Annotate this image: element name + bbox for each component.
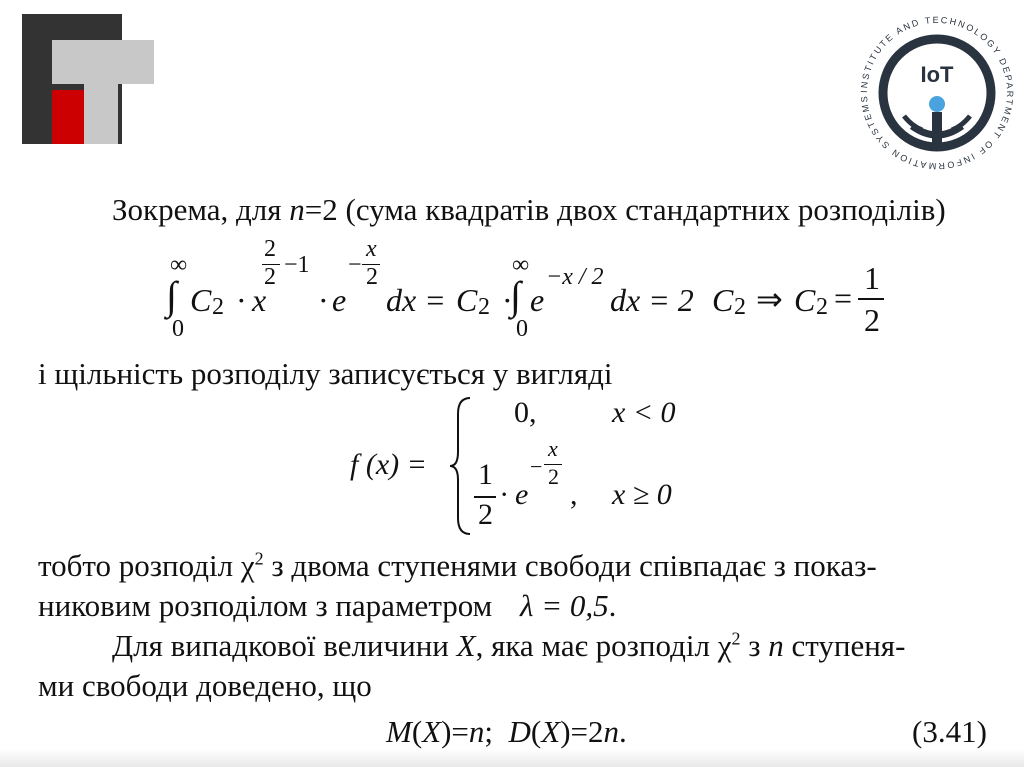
logo-red-block bbox=[52, 90, 84, 144]
formula-integral-c2: ∞ ∫ 0 C 2 · x 2 2 −1 · e − x 2 dx = C 2 · ∞ ∫ 0 e −x / 2 dx = 2 C 2 ⇒ C 2 = 1 2 bbox=[160, 250, 900, 350]
formula-mean-variance: M(X)=n; D(X)=2n. bbox=[386, 714, 627, 749]
text-line-5: Для випадкової величини X, яка має розподіл $\chi^2$ з n ступеня- bbox=[112, 628, 906, 663]
text-line-1: Зокрема, для n=2 (сума квадратів двох стандартних розподілів) bbox=[112, 192, 946, 227]
bottom-shadow bbox=[0, 749, 1024, 767]
text-line-2: і щільність розподілу записується у вигляді bbox=[38, 356, 613, 391]
curly-brace bbox=[450, 396, 474, 536]
frac-bar bbox=[858, 298, 884, 300]
text-line-6: ми свободи доведено, що bbox=[38, 668, 372, 703]
logo-gray-bar bbox=[52, 40, 154, 84]
text-line-3: тобто розподіл $\chi^2$ з двома ступенями свободи співпадає з показ- bbox=[38, 548, 877, 583]
fit-logo bbox=[22, 14, 154, 146]
seal-ring-text: INSTITUTE AND TECHNOLOGY DEPARTMENT OF INFORMATION SYSTEMS bbox=[858, 14, 1016, 172]
iot-seal-graphic bbox=[852, 8, 1022, 178]
equation-number: (3.41) bbox=[912, 714, 987, 749]
iot-seal-logo bbox=[852, 8, 1022, 178]
formula-density-piecewise: f (x) = 0, x < 0 1 2 · e − x 2 , x ≥ 0 bbox=[350, 392, 700, 542]
lambda-formula: λ = 0,5 bbox=[520, 588, 609, 623]
seal-center-text: IoT bbox=[920, 62, 954, 87]
logo-gray-stem bbox=[84, 84, 118, 144]
text-line-4: никовим розподілом з параметром λ = 0,5. bbox=[38, 588, 617, 623]
